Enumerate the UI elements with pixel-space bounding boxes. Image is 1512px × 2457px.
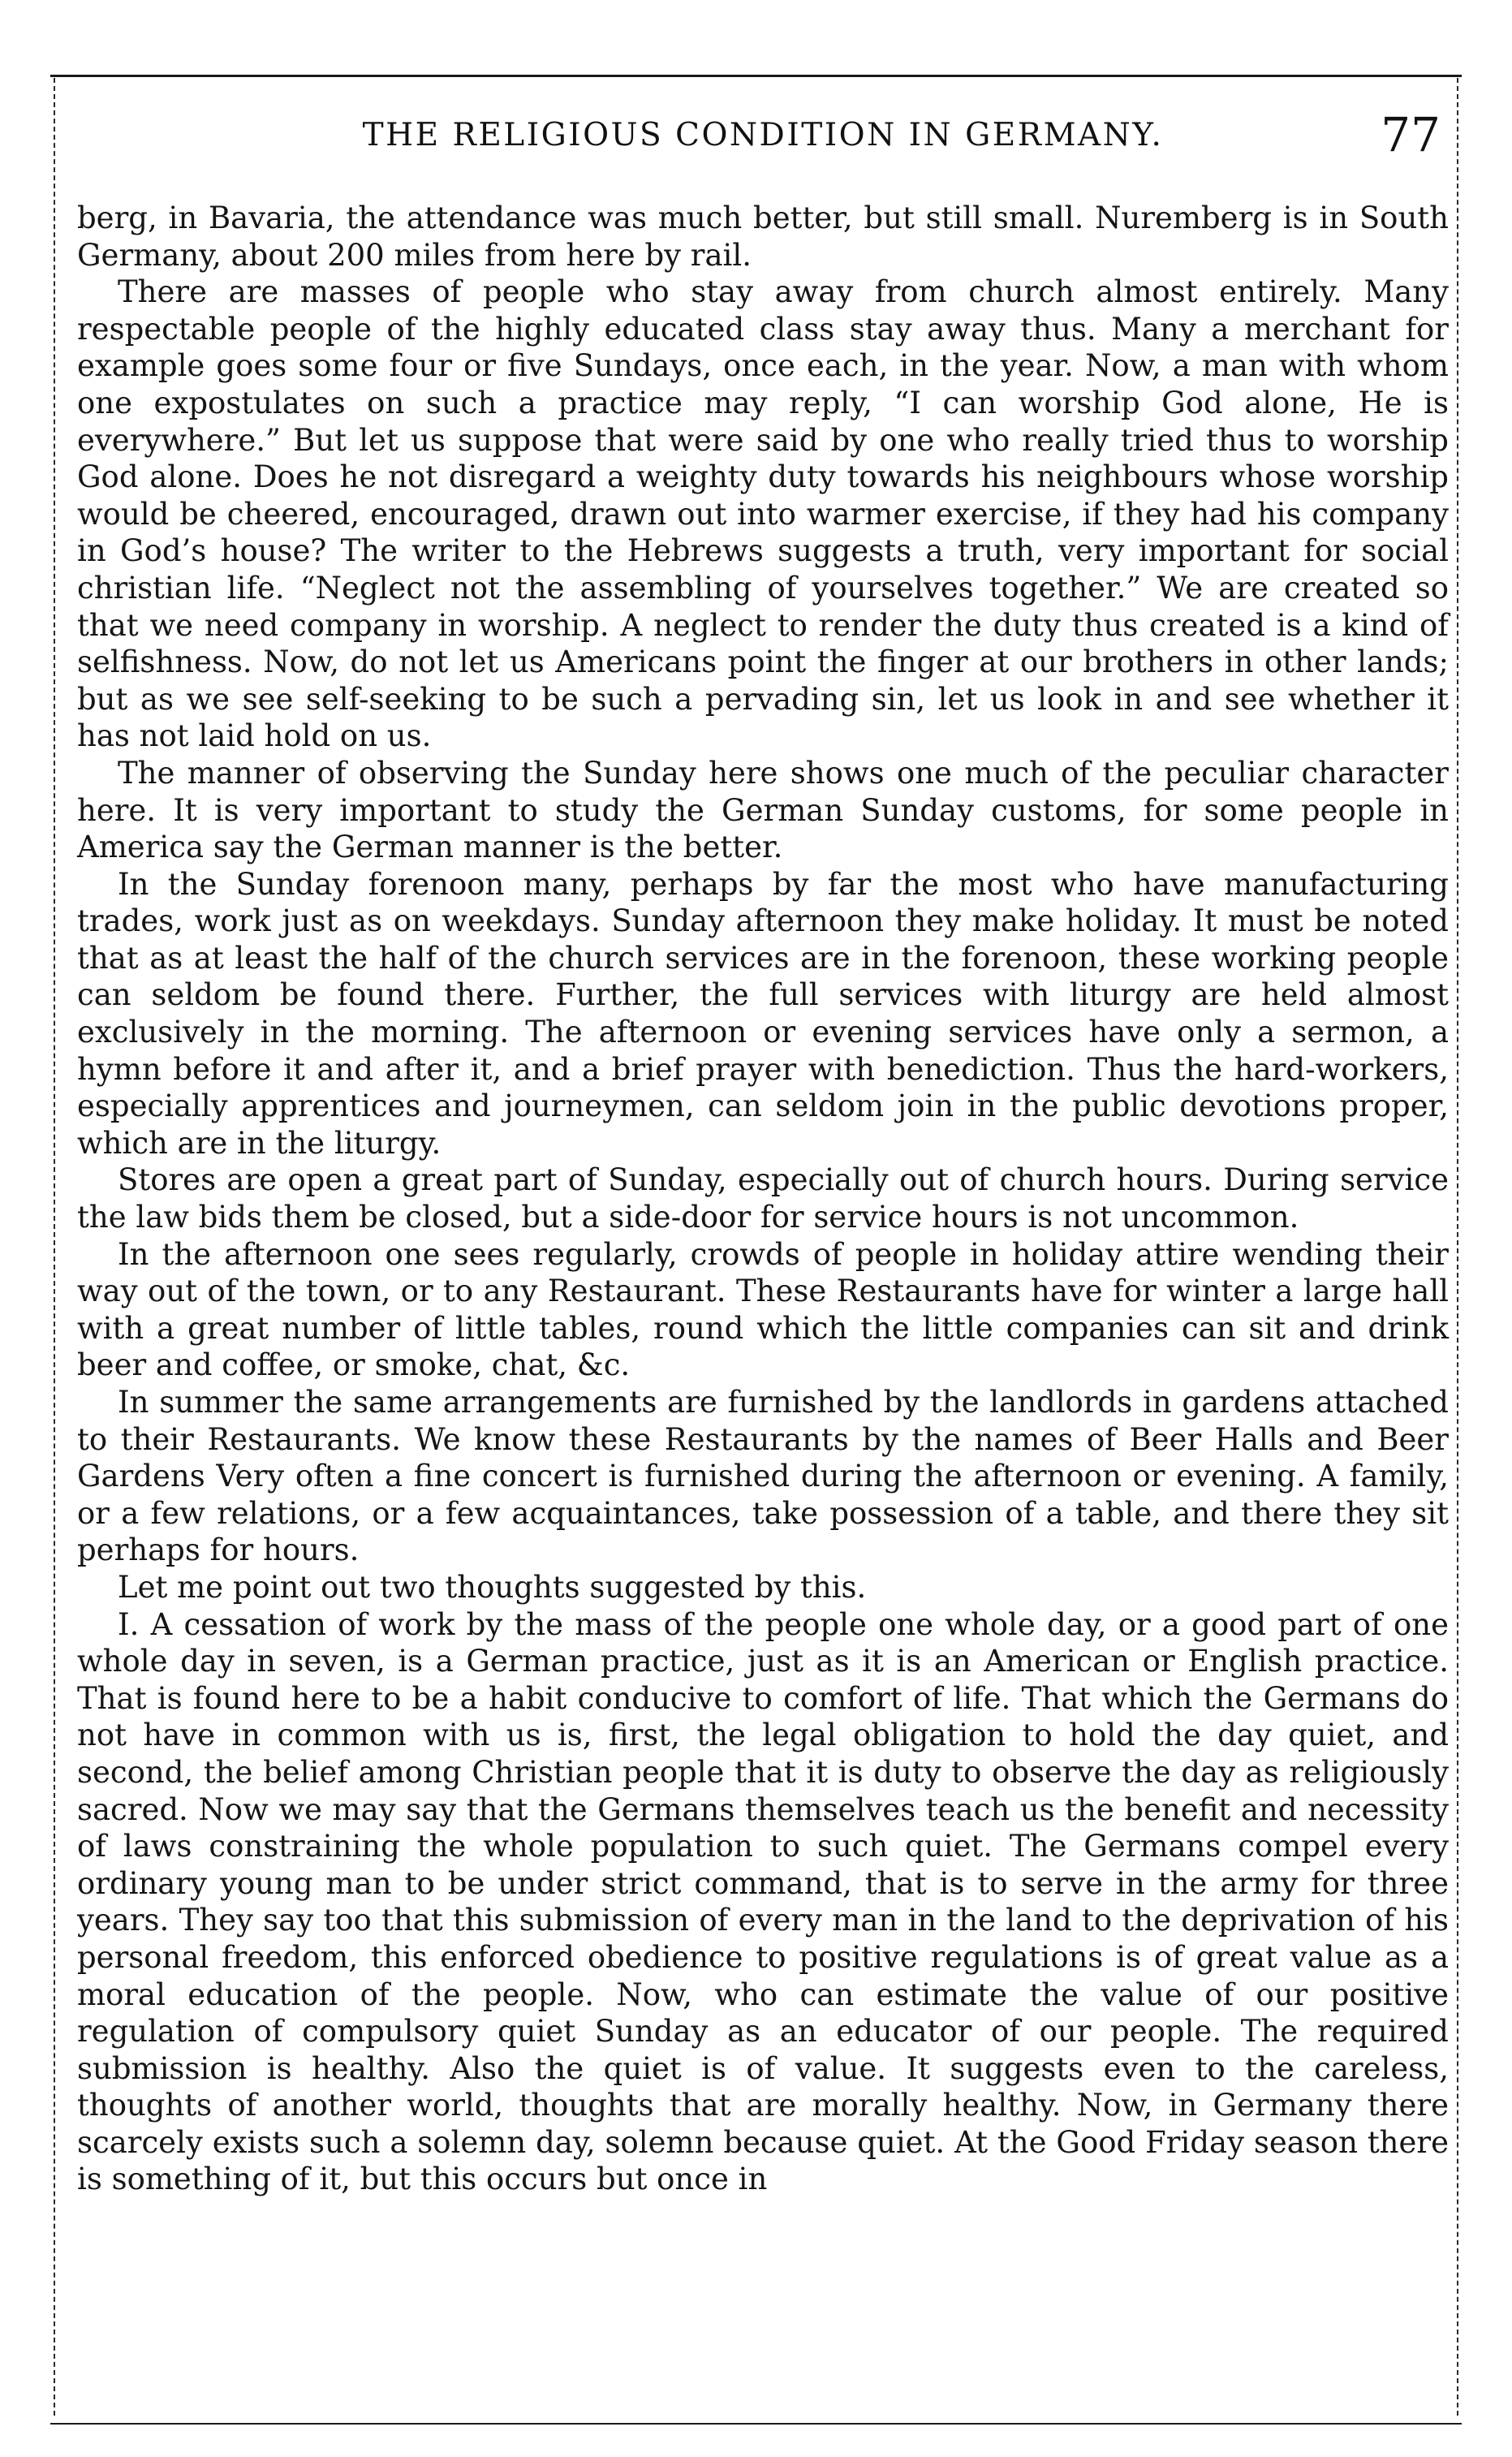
paragraph-sunday-forenoon: In the Sunday forenoon many, perhaps by far the most who have manufacturing trades, work just as on weekdays. Sunday afternoon they make holiday. It must be noted that as at least the half of the church services are in the forenoon, these working people can seldom be found there. Further, the full services with liturgy are held almost exclusively in the morning. The afternoon or evening services have only a sermon, a hymn before it and after it, and a brief prayer with benediction. Thus the hard-workers, especially apprentices and journeymen, can seldom join in the public devotions proper, which are in the liturgy.: [77, 866, 1449, 1161]
paragraph-sunday-manner: The manner of observing the Sunday here shows one much of the peculiar character here. It is very important to study the German Sunday customs, for some people in America say the German manner is the better.: [77, 755, 1449, 865]
running-title: THE RELIGIOUS CONDITION IN GERMANY.: [362, 117, 1164, 153]
page-header: [77, 107, 1449, 164]
paragraph-summer-gardens: In summer the same arrangements are furnished by the landlords in gardens attached to their Restaurants. We know these Restaurants by the names of Beer Halls and Beer Gardens Very often a fine concert is furnished during the afternoon or evening. A family, or a few relations, or a few acquaintances, take possession of a table, and there they sit perhaps for hours.: [77, 1385, 1449, 1568]
bottom-border-rule: [50, 2423, 1462, 2425]
top-border-rule: [50, 75, 1462, 77]
right-border-rule: [1457, 78, 1458, 2416]
body-text: [77, 200, 1449, 2198]
paragraph-church-absence: There are masses of people who stay away from church almost entirely. Many respectable people of the highly educated class stay away thus. Many a merchant for example goes some four or five Sundays, once each, in the year. Now, a man with whom one expostulates on such a practice may reply, “I can worship God alone, He is everywhere.” But let us suppose that were said by one who really tried thus to worship God alone. Does he not disregard a weighty duty towards his neighbours whose worship would be cheered, encouraged, drawn out into warmer exercise, if they had his company in God’s house? The writer to the Hebrews suggests a truth, very important for social christian life. “Neglect not the assembling of yourselves together.” We are created so that we need company in worship. A neglect to render the duty thus created is a kind of selfishness. Now, do not let us Americans point the finger at our brothers in other lands; but as we see self-seeking to be such a pervading sin, let us look in and see whether it has not laid hold on us.: [77, 274, 1449, 754]
left-border-rule: [54, 78, 55, 2416]
paragraph-point-one: I. A cessation of work by the mass of the people one whole day, or a good part of one whole day in seven, is a German practice, just as it is an American or English practice. That is found here to be a habit conducive to comfort of life. That which the Germans do not have in common with us is, first, the legal obligation to hold the day quiet, and second, the belief among Christian people that it is duty to observe the day as religiously sacred. Now we may say that the Germans themselves teach us the benefit and necessity of laws constraining the whole population to such quiet. The Germans compel every ordinary young man to be under strict command, that is to serve in the army for three years. They say too that this submission of every man in the land to the deprivation of his personal freedom, this enforced obedience to positive regulations is of great value as a moral education of the people. Now, who can estimate the value of our positive regulation of compulsory quiet Sunday as an educator of our people. The required submission is healthy. Also the quiet is of value. It suggests even to the careless, thoughts of another world, thoughts that are morally healthy. Now, in Germany there scarcely exists such a solemn day, solemn because quiet. At the Good Friday season there is something of it, but this occurs but once in: [77, 1606, 1449, 2197]
paragraph-afternoon-crowds: In the afternoon one sees regularly, crowds of people in holiday attire wending their way out of the town, or to any Restaurant. These Restaurants have for winter a large hall with a great number of little tables, round which the little companies can sit and drink beer and coffee, or smoke, chat, &c.: [77, 1236, 1449, 1383]
paragraph-continuation: berg, in Bavaria, the attendance was much better, but still small. Nuremberg is in South Germany, about 200 miles from here by rail.: [77, 200, 1449, 273]
page-number: 77: [1381, 107, 1441, 162]
paragraph-stores: Stores are open a great part of Sunday, especially out of church hours. During service the law bids them be closed, but a side-door for service hours is not uncommon.: [77, 1162, 1449, 1235]
paragraph-two-thoughts: Let me point out two thoughts suggested by this.: [118, 1569, 867, 1605]
